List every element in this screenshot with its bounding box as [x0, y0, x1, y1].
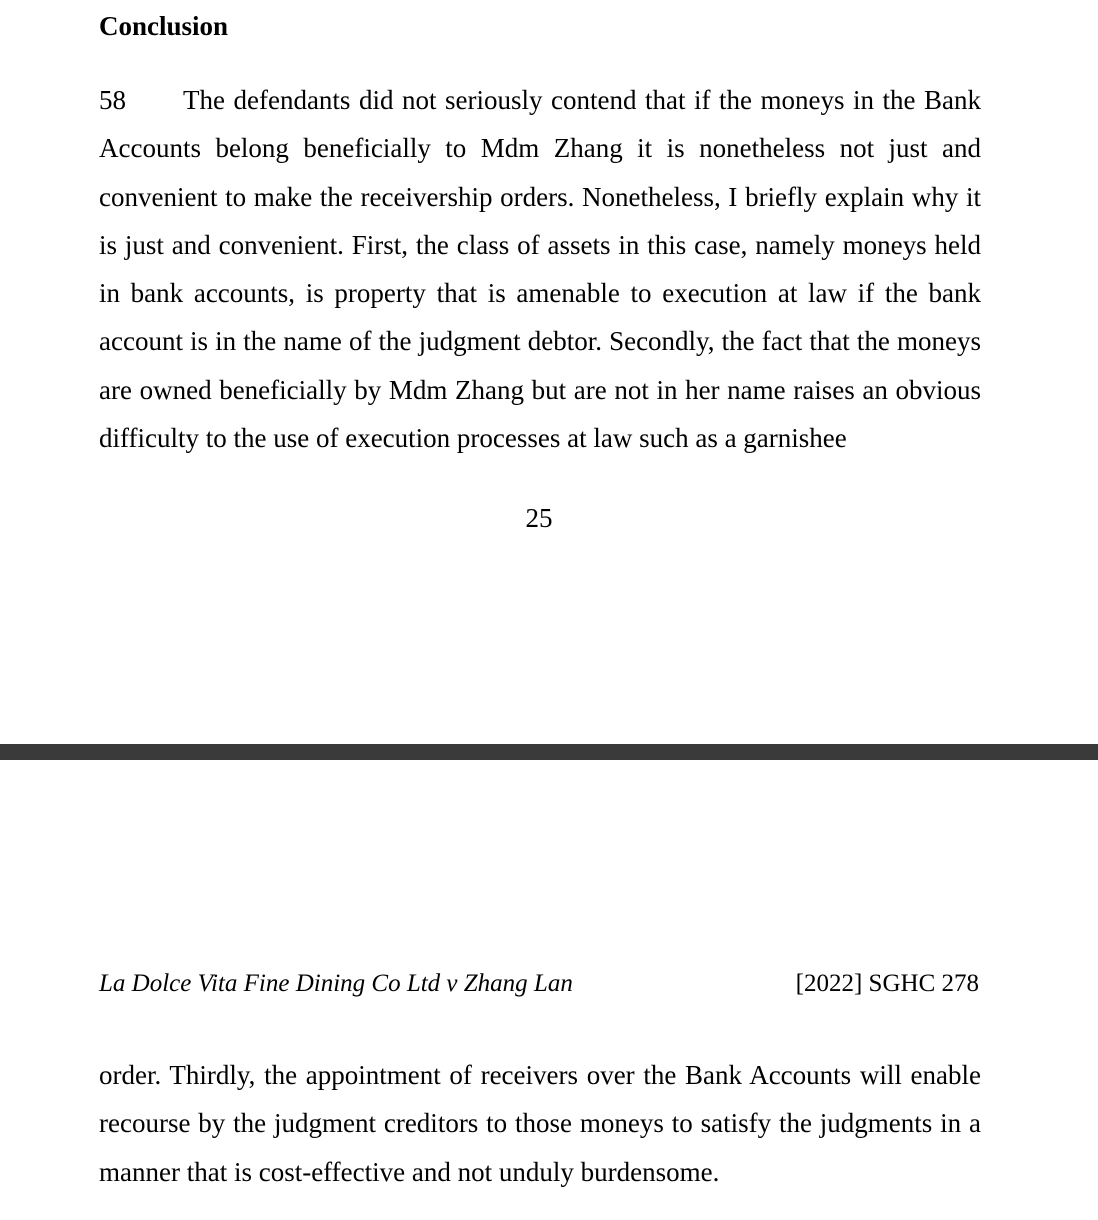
page-number: 25 [525, 503, 553, 533]
paragraph-continuation: order. Thirdly, the appointment of receivers over the Bank Accounts will enable recourse by the judgment creditors to those moneys to satisfy the judgments in a manner that is cost-effective and not unduly burdensome. [99, 1060, 981, 1187]
paragraph-number: 58 [99, 85, 126, 115]
case-name: La Dolce Vita Fine Dining Co Ltd v Zhang Lan [99, 970, 573, 997]
page-separator [0, 744, 1098, 760]
running-header [99, 966, 979, 1002]
section-heading: Conclusion [99, 11, 229, 41]
case-citation: [2022] SGHC 278 [795, 970, 979, 997]
paragraph-58 [99, 76, 981, 462]
paragraph-text: The defendants did not seriously contend that if the moneys in the Bank Accounts belong beneficially to Mdm Zhang it is nonetheless not just and convenient to make the receivership orders. Nonetheless, I briefly explain why it is just and convenient. First, the class of assets in this case, namely moneys held in bank accounts, is property that is amenable to execution at law if the bank account is in the name of the judgment debtor. Secondly, the fact that the moneys are owned beneficially by Mdm Zhang but are not in her name raises an obvious difficulty to the use of execution processes at law such as a garnishee [99, 85, 981, 454]
